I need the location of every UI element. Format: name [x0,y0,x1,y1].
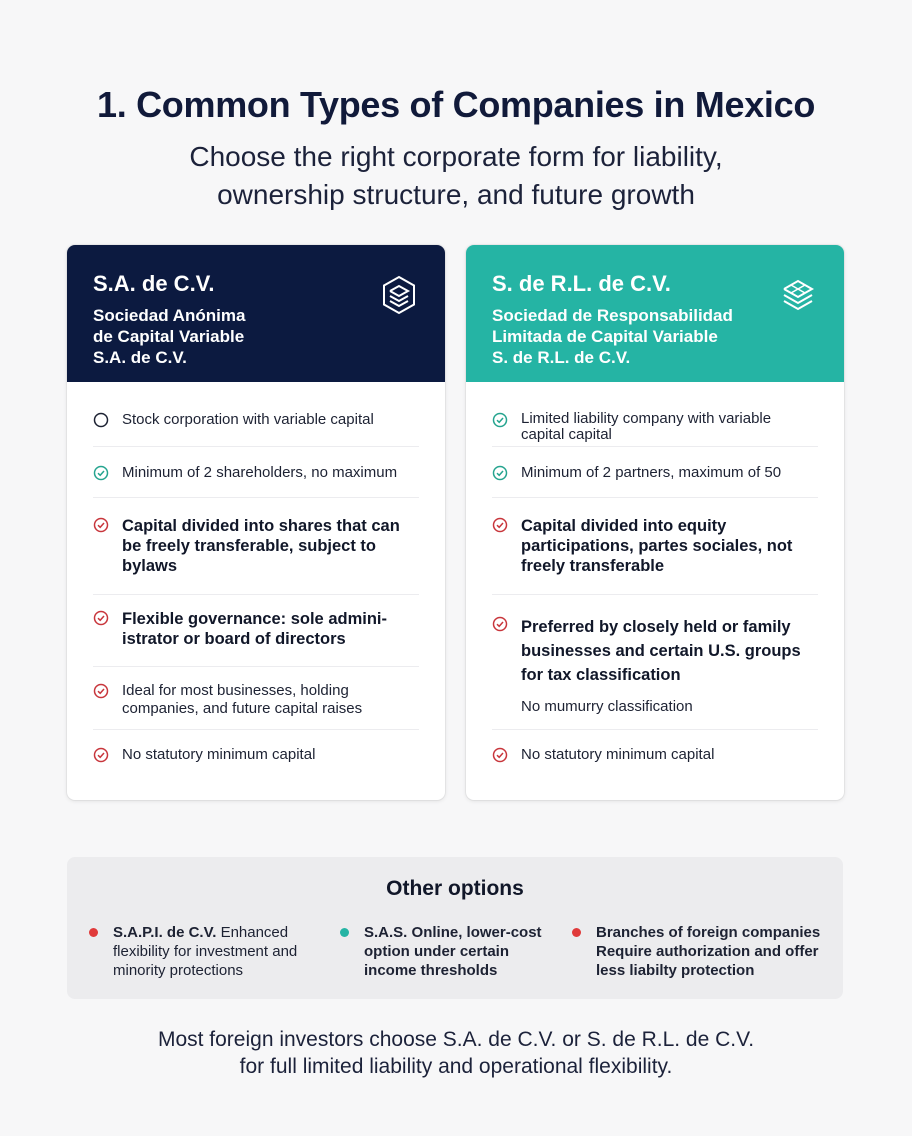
card-name-line-1: Sociedad de Responsabilidad [492,306,733,325]
card-name-line-2: de Capital Variable [93,327,245,346]
feature-list [466,382,844,790]
card-name-line-2: Limitada de Capital Variable [492,327,718,346]
list-item-main-text: Preferred by closely held or family businesses and certain U.S. groups for tax classification [521,618,801,684]
check-circle-icon [492,412,508,428]
option-description: Require authorization and offer less liabilty protection [596,943,819,979]
card-header [466,245,844,382]
card-name [492,305,818,368]
page-title: 1. Common Types of Companies in Mexico [96,84,816,125]
check-circle-icon [492,517,508,533]
option-item [572,923,832,980]
option-name: S.A.P.I. de C.V. [113,924,217,941]
feature-list [67,382,445,790]
option-description: Online, lower-cost option under certain income thresholds [364,924,542,979]
list-item [492,382,818,447]
footer-line-1: Most foreign investors choose S.A. de C.V. or S. de R.L. de C.V. [157,1028,755,1051]
layers-icon [381,275,417,315]
card-name-line-1: Sociedad Anónima [93,306,246,325]
list-item-text: Capital divided into shares that can be freely transferable, subject to bylaws [122,517,400,575]
card-code: S.A. de C.V. [93,271,215,296]
check-circle-icon [93,465,109,481]
list-item-text: Ideal for most businesses, holding companies, and future capital raises [122,682,363,717]
list-item [93,498,419,595]
card-sa-de-cv [67,245,445,800]
footer-line-2: for full limited liability and operational flexibility. [239,1055,673,1078]
check-circle-icon [93,517,109,533]
list-item [492,447,818,498]
red-dot-icon [89,928,98,937]
list-item [93,730,419,790]
list-item-text: Capital divided into equity participations, partes sociales, not freely transferable [521,517,793,575]
option-item [340,923,555,980]
red-dot-icon [572,928,581,937]
list-item-text: Limited liability company with variable capital capital [521,410,772,443]
list-item-text: No statutory minimum capital [521,746,715,763]
list-item-text: Stock corporation with variable capital [122,411,374,428]
teal-dot-icon [340,928,349,937]
card-name-line-3: S. de R.L. de C.V. [492,348,631,367]
list-item [492,498,818,595]
check-circle-icon [93,683,109,699]
list-item-text: No statutory minimum capital [122,746,316,763]
page-subtitle [0,138,912,214]
card-name-line-3: S.A. de C.V. [93,348,187,367]
list-item [492,595,818,730]
other-options-panel [67,857,843,999]
card-code: S. de R.L. de C.V. [492,271,671,296]
list-item-text [521,615,818,719]
list-item [492,730,818,790]
list-item-text: Minimum of 2 partners, maximum of 50 [521,464,782,481]
check-circle-icon [492,465,508,481]
check-circle-icon [93,610,109,626]
footer-note [0,1026,912,1080]
list-item [93,595,419,667]
list-item [93,667,419,730]
list-item-extra-text: No mumurry classification [521,698,693,715]
list-item [93,382,419,447]
list-item [93,447,419,498]
check-circle-icon [492,747,508,763]
layers-icon [780,275,816,315]
option-name: S.A.S. [364,924,408,941]
check-circle-icon [492,616,508,632]
card-header [67,245,445,382]
subtitle-line-1: Choose the right corporate form for liability, [189,141,723,172]
list-item-text: Minimum of 2 shareholders, no maximum [122,464,398,481]
circle-outline-icon [93,412,109,428]
option-item [89,923,309,980]
option-name: Branches of foreign companies [596,924,821,941]
option-description: Enhanced flexibility for investment and minority protections [113,924,298,979]
check-circle-icon [93,747,109,763]
list-item-text: Flexible governance: sole admini- istrator or board of directors [122,610,387,648]
subtitle-line-2: ownership structure, and future growth [217,179,695,210]
card-s-de-rl-de-cv [466,245,844,800]
other-options-title: Other options [386,877,524,900]
card-name [93,305,419,368]
